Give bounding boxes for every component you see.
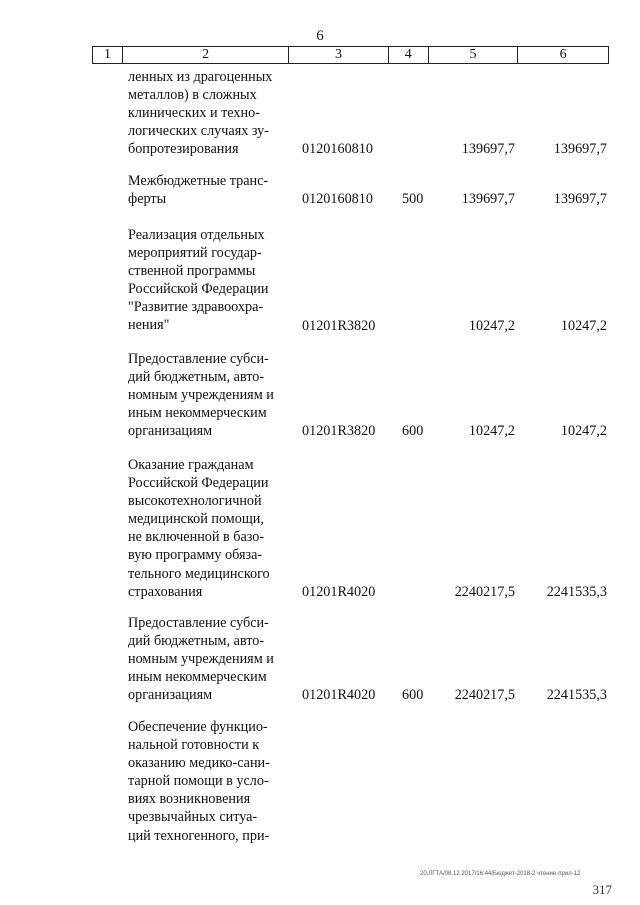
header-col-3: 3: [289, 47, 389, 63]
desc-line: Российской Федерации: [128, 475, 269, 492]
desc-line: Российской Федерации: [128, 281, 269, 298]
row-value-2019: 139697,7: [553, 141, 607, 158]
desc-line: высокотехнологичной: [128, 493, 262, 510]
desc-line: тарной помощи в усло-: [128, 773, 269, 790]
desc-line: бопротезирования: [128, 141, 239, 158]
row-code: 0120160810: [302, 191, 373, 208]
row-value-2018: 139697,7: [461, 141, 515, 158]
desc-line: Оказание гражданам: [128, 457, 254, 473]
row-code: 01201R4020: [302, 687, 376, 704]
desc-line: нальной готовности к: [128, 737, 260, 754]
desc-line: дий бюджетным, авто-: [128, 633, 265, 650]
desc-line: организациям: [128, 423, 213, 440]
desc-line: чрезвычайных ситуа-: [128, 809, 258, 826]
row-description: [128, 718, 283, 845]
desc-line: номным учреждениям и: [128, 387, 274, 404]
row-vr: 500: [402, 191, 424, 208]
row-description: [128, 172, 283, 208]
desc-line: иным некоммерческим: [128, 669, 267, 686]
desc-line: организациям: [128, 687, 213, 704]
page-number: 6: [316, 28, 324, 44]
desc-line: не включенной в базо-: [128, 529, 265, 546]
desc-line: ферты: [128, 191, 167, 208]
row-value-2018: 2240217,5: [454, 687, 515, 704]
desc-line: тельного медицинского: [128, 565, 270, 582]
header-col-6: 6: [559, 47, 567, 62]
desc-line: нения": [128, 317, 170, 334]
desc-line: Обеспечение функцио-: [128, 719, 268, 735]
desc-line: страхования: [128, 583, 203, 600]
desc-line: Реализация отдельных: [128, 227, 265, 243]
desc-line: логических случаях зу-: [128, 123, 269, 140]
row-description: [128, 614, 283, 704]
desc-line: ций техногенного, при-: [128, 827, 270, 844]
row-value-2018: 10247,2: [468, 317, 515, 334]
row-description: [128, 350, 283, 440]
header-col-4: 4: [389, 47, 429, 63]
desc-line: виях возникновения: [128, 791, 251, 808]
row-vr: 600: [402, 423, 424, 440]
desc-line: Межбюджетные транс-: [128, 173, 269, 189]
row-code: 01201R4020: [302, 583, 376, 600]
desc-line: ственной программы: [128, 263, 256, 280]
row-description: [128, 456, 283, 601]
desc-line: Предоставление субси-: [128, 351, 269, 367]
desc-line: номным учреждениям и: [128, 651, 274, 668]
header-col-5: 5: [429, 47, 519, 63]
row-code: 0120160810: [302, 141, 373, 158]
row-value-2018: 10247,2: [468, 423, 515, 440]
row-value-2019: 10247,2: [560, 317, 607, 334]
row-code: 01201R3820: [302, 317, 376, 334]
header-col-1: 1: [93, 47, 123, 63]
desc-line: металлов) в сложных: [128, 87, 257, 104]
row-description: [128, 226, 283, 335]
desc-line: иным некоммерческим: [128, 405, 267, 422]
desc-line: вую программу обяза-: [128, 547, 263, 564]
row-code: 01201R3820: [302, 423, 376, 440]
desc-line: оказанию медико-сани-: [128, 755, 270, 772]
desc-line: ленных из драгоценных: [128, 69, 273, 85]
row-value-2019: 2241535,3: [546, 687, 607, 704]
row-value-2019: 139697,7: [553, 191, 607, 208]
table-header: [92, 46, 609, 64]
desc-line: "Развитие здравоохра-: [128, 299, 264, 316]
header-col-2: 2: [123, 47, 289, 63]
sheet-number: 317: [592, 882, 612, 897]
desc-line: клинических и техно-: [128, 105, 260, 122]
desc-line: мероприятий государ-: [128, 245, 262, 262]
document-stamp: 20.ЛГТА/08.12.2017/16:44/Бюджет-2018-2 чтение-прил-12: [420, 871, 581, 877]
row-value-2018: 139697,7: [461, 191, 515, 208]
desc-line: дий бюджетным, авто-: [128, 369, 265, 386]
desc-line: медицинской помощи,: [128, 511, 264, 528]
row-value-2019: 2241535,3: [546, 583, 607, 600]
row-value-2018: 2240217,5: [454, 583, 515, 600]
row-vr: 600: [402, 687, 424, 704]
row-description: [128, 68, 283, 158]
row-value-2019: 10247,2: [560, 423, 607, 440]
desc-line: Предоставление субси-: [128, 615, 269, 631]
